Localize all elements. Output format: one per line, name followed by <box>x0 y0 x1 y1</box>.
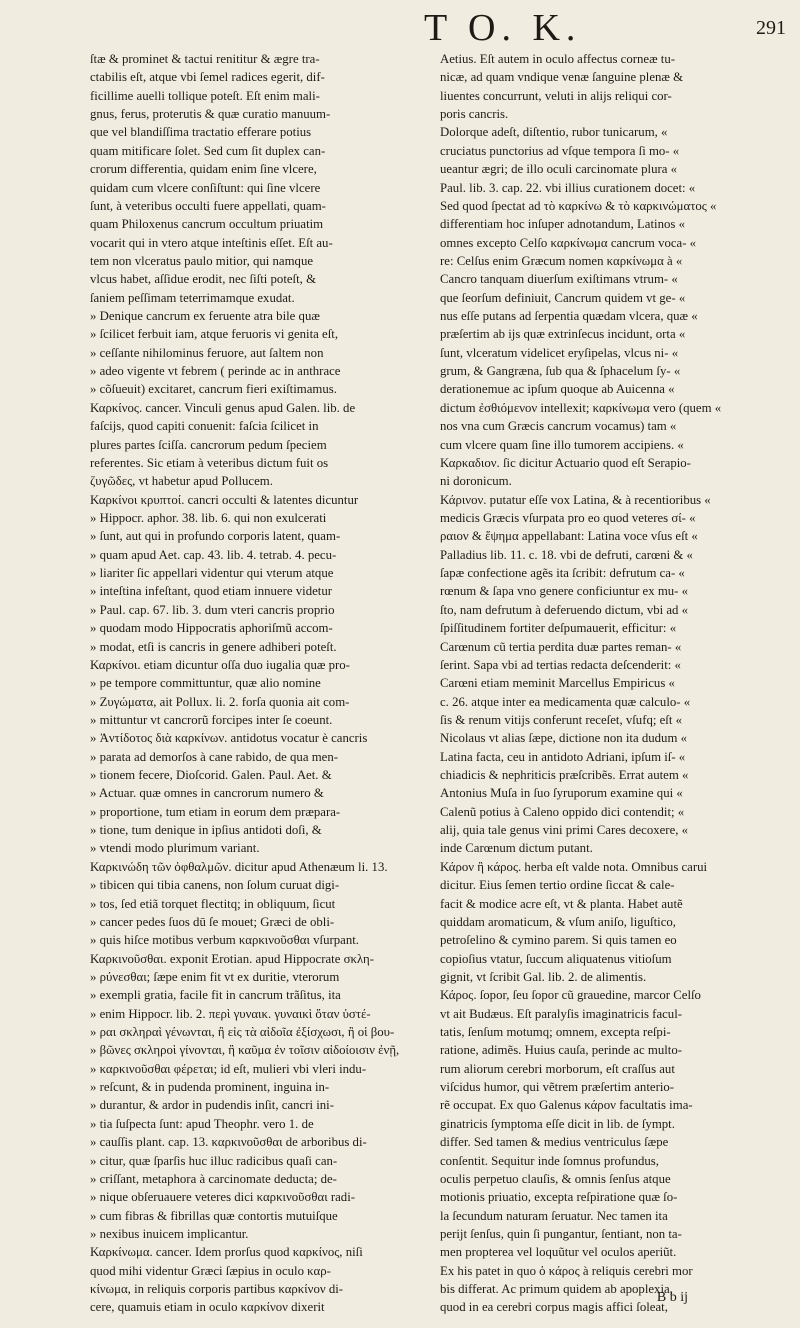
text-line: facit & modice acre eſt, vt & planta. Habet autẽ <box>440 896 683 911</box>
text-line: que vel blandiſſima tractatio efferare potius <box>90 125 312 140</box>
text-line: poris cancris. <box>440 107 509 122</box>
text-line: ratione, adimẽs. Huius cauſa, perinde ac multo- <box>440 1043 682 1058</box>
text-line: ſis & renum vitijs conferunt receſet, vſufq; eſt « <box>440 712 683 727</box>
text-line: Καρκίνοι. etiam dicuntur oſſa duo iugalia quæ pro- <box>90 657 350 672</box>
text-line: conſentit. Sequitur inde ſomnus profundus, <box>440 1153 659 1168</box>
text-line: quam mitificare ſolet. Sed cum ſit duplex can- <box>90 143 326 158</box>
text-line: » criſſant, metaphora à carcinomate deducta; de- <box>90 1171 337 1186</box>
text-line: oculis perpetuo clauſis, & omnis ſenſus atque <box>440 1171 671 1186</box>
text-line: » ceſſante nihilominus feruore, aut ſaltem non <box>90 345 324 360</box>
text-line: ginatricis ſymptoma eſſe dicit in lib. de ſympt. <box>440 1116 675 1131</box>
text-line: » liariter ſic appellari videntur qui vterum atque <box>90 566 334 581</box>
text-line: » durantur, & ardor in pudendis inſit, cancri ini- <box>90 1098 334 1113</box>
text-line: gnus, ferus, proterutis & quæ curatio manuum- <box>90 107 331 122</box>
text-line: ſpiſſitudinem fortiter deſpumauerit, efficitur: « <box>440 621 677 636</box>
text-line: quiddam aromaticum, & vſum aniſo, liguſtico, <box>440 914 676 929</box>
text-line: » reſcunt, & in pudenda prominent, inguina in- <box>90 1080 330 1095</box>
text-line: » tione, tum denique in ipſius antidoti doſi, & <box>90 823 322 838</box>
text-line: Latina facta, ceu in antidoto Adriani, ipſum iſ- « <box>440 749 686 764</box>
text-line: » cancer pedes ſuos dū ſe mouet; Græci de obli- <box>90 914 335 929</box>
text-line: Κάρος. ſopor, ſeu ſopor cũ grauedine, marcor Celſo <box>440 988 701 1003</box>
text-line: dictum ἐσθιόμενον intellexit; καρκίνωμα vero (quem « <box>440 400 722 415</box>
text-line: Καρκινοῦσθαι. exponit Erotian. apud Hippocrate σκλη- <box>90 951 375 966</box>
text-line: nos vna cum Græcis cancrum vocamus) tam « <box>440 419 677 434</box>
text-line: Nicolaus vt alias ſæpe, dictione non ita dudum « <box>440 731 688 746</box>
text-line: » cum fibras & fibrillas quæ contortis mutuiſque <box>90 1208 338 1223</box>
text-line: rẽ occupat. Ex quo Galenus κάρον facultatis ima- <box>440 1098 693 1113</box>
text-line: Κάρον ἢ κάρος. herba eſt valde nota. Omnibus carui <box>440 859 708 874</box>
text-line: c. 26. atque inter ea medicamenta quæ calculo- « <box>440 694 691 709</box>
text-line: crorum differentia, quidam enim ſine vlcere, <box>90 162 317 177</box>
text-line: ueantur ægri; de illo oculi carcinomate plura « <box>440 162 678 177</box>
text-line: » cõſueuit) excitaret, cancrum fieri exiſtimamus. <box>90 382 337 397</box>
text-line: Dolorque adeſt, diſtentio, rubor tunicarum, « <box>440 125 668 140</box>
text-line: » inteſtina infeſtant, quod etiam innuere videtur <box>90 584 333 599</box>
text-line: Καρκινώδη τῶν ὀφθαλμῶν. dicitur apud Athenæum li. 13. <box>90 859 388 874</box>
text-line: » exempli gratia, facile fit in cancrum trãſitus, ita <box>90 988 341 1003</box>
text-line: omnes excepto Celſo καρκίνωμα cancrum voca- « <box>440 235 697 250</box>
text-line: differentiam hoc inſuper adnotandum, Latinos « <box>440 217 685 232</box>
text-line: » Denique cancrum ex feruente atra bile quæ <box>90 309 320 324</box>
text-line: ραιον & ἕψημα appellabant: Latina voce vſus eſt « <box>440 529 698 544</box>
text-line: » tia ſuſpecta ſunt: apud Theophr. vero 1. de <box>90 1116 314 1131</box>
text-line: » tionem fecere, Dioſcorid. Galen. Paul. Aet. & <box>90 768 332 783</box>
text-line: » ſcilicet ferbuit iam, atque feruoris vi genita eſt, <box>90 327 339 342</box>
running-head: T O. K. <box>424 7 582 49</box>
text-line: chiadicis & nephriticis præſcribẽs. Errat autem « <box>440 768 689 783</box>
signature-mark: B b ij <box>656 1290 688 1305</box>
text-line: ſerint. Sapa vbi ad tertias redacta deſcenderit: « <box>440 657 681 672</box>
text-line: petroſelino & cymino parem. Si quis tamen eo <box>440 933 677 948</box>
text-line: ficillime auelli tollique poteſt. Eſt enim mali- <box>90 88 320 103</box>
text-line: Κάρινον. putatur eſſe vox Latina, & à recentioribus « <box>440 492 711 507</box>
text-line: perijt ſenſus, quin ſi pungantur, ſentiant, non ta- <box>440 1227 682 1241</box>
text-line: referentes. Sic etiam à veteribus dictum fuit os <box>90 455 329 470</box>
text-line: men propterea vel loquũtur vel oculos aperiũt. <box>440 1245 677 1260</box>
text-line: » citur, quæ ſparſis huc illuc radicibus quaſi can- <box>90 1153 338 1168</box>
text-line: grum, & Gangræna, ſub qua & ſphacelum ſy- « <box>440 364 681 379</box>
text-line: gignit, vt ſcribit Gal. lib. 2. de alimentis. <box>440 969 647 984</box>
text-line: » tos, ſed etiã torquet flectitq; in obliquum, ſicut <box>90 896 336 911</box>
text-line: » ραι σκληραὶ γένωνται, ἢ εἰς τὰ αἰδοῖα ἐξίσχωσι, ἢ οἱ βου- <box>90 1025 395 1040</box>
text-line: » vtendi modo plurimum variant. <box>90 841 260 856</box>
left-text-column <box>90 50 408 1315</box>
text-line: ſaniem peſſimam teterrimamque exudat. <box>90 290 295 305</box>
text-line: Cancro tanquam diuerſum exiſtimans vtrum- « <box>440 272 678 287</box>
text-line: la ſecundum naturam ſeruatur. Nec tamen ita <box>440 1208 668 1223</box>
text-line: tem non vlceratus paulo mitior, qui namque <box>90 253 314 268</box>
text-line: ſunt, à veteribus occulti fuere appellati, quam- <box>90 198 326 213</box>
text-line: plures partes ſciſſa. cancrorum pedum ſpeciem <box>90 437 327 452</box>
text-line: faſcijs, quod capiti conuenit: faſcia ſcilicet in <box>90 419 319 434</box>
text-line: medicis Græcis vſurpata pro eo quod veteres σί- « <box>440 510 696 525</box>
text-line: Καρκίνωμα. cancer. Idem prorſus quod καρκίνος, niſi <box>90 1245 363 1260</box>
text-line: ſunt, vlceratum videlicet eryſipelas, vlcus ni- « <box>440 345 679 360</box>
text-line: ctabilis eſt, atque vbi ſemel radices egerit, dif- <box>90 70 325 85</box>
text-line: » Hippocr. aphor. 38. lib. 6. qui non exulcerati <box>90 510 327 525</box>
text-line: quod mihi videntur Græci ſæpius in oculo καρ- <box>90 1263 331 1278</box>
text-line: motionis priuatio, excepta reſpiratione quæ ſo- <box>440 1190 678 1205</box>
text-line: vlcus habet, aſſidue erodit, nec ſiſti poteſt, & <box>90 272 317 287</box>
text-line: » καρκινοῦσθαι φέρεται; id eſt, mulieri vbi vleri indu- <box>90 1061 367 1076</box>
text-line: » cauſſis plant. cap. 13. καρκινοῦσθαι de arboribus di- <box>90 1135 367 1150</box>
text-line: ſto, nam defrutum à deferuendo dictum, vbi ad « <box>440 602 689 617</box>
text-line: κίνωμα, in reliquis corporis partibus καρκίνον di- <box>90 1282 344 1297</box>
text-line: inde Carœnum dictum putant. <box>440 841 593 856</box>
text-line: ſtæ & prominet & tactui renititur & ægre tra- <box>90 52 320 66</box>
text-line: ζυγῶδες, vt habetur apud Pollucem. <box>90 474 273 489</box>
text-line: alij, quia tale genus vini primi Cares decoxere, « <box>440 823 689 838</box>
text-line: quam Philoxenus cancrum occultum priuatim <box>90 217 324 232</box>
text-line: dicitur. Eius ſemen tertio ordine ſiccat & cale- <box>440 878 675 893</box>
text-line: Palladius lib. 11. c. 18. vbi de defruti, carœni & « <box>440 547 693 562</box>
text-line: » quam apud Aet. cap. 43. lib. 4. tetrab. 4. pecu- <box>90 547 337 562</box>
text-line: præſertim ab ijs quæ extrinſecus incidunt, orta « <box>440 327 686 342</box>
text-line: differ. Sed tamen & medius ventriculus ſæpe <box>440 1135 669 1150</box>
text-line: ſapæ confectione agẽs ita ſcribit: defrutum ca- « <box>440 566 685 581</box>
text-line: » nexibus inuicem implicantur. <box>90 1227 249 1241</box>
text-line: rum aliorum cerebri morborum, eſt craſſus aut <box>440 1061 675 1076</box>
text-line: » modat, etſi is cancris in genere adhiberi poteſt. <box>90 639 337 654</box>
text-line: tatis, ſenſum motumq; omnem, excepta reſpi- <box>440 1025 671 1040</box>
text-line: » Ζυγώματα, ait Pollux. li. 2. forſa quonia ait com- <box>90 694 350 709</box>
page-footer <box>440 1290 780 1314</box>
text-line: Paul. lib. 3. cap. 22. vbi illius curationem docet: « <box>440 180 696 195</box>
text-line: » nique obſeruauere veteres dici καρκινοῦσθαι radi- <box>90 1190 356 1205</box>
text-line: Ex his patet in quo ὁ κάρος à reliquis cerebri mor <box>440 1263 693 1278</box>
text-line: » βῶνες σκληροὶ γίνονται, ἢ καῦμα ἐν τοῖσιν αἰδοίοισιν ἐνῇ, <box>90 1043 400 1058</box>
text-line: » Ἀντίδοτος διὰ καρκίνων. antidotus vocatur è cancris <box>90 731 368 746</box>
text-line: Sed quod ſpectat ad τὸ καρκίνω & τὸ καρκινώματος « <box>440 198 717 213</box>
text-line: Carœnum cũ tertia perdita duæ partes reman- « <box>440 639 682 654</box>
text-line: re: Celſus enim Græcum nomen καρκίνωμα à « <box>440 253 683 268</box>
text-line: Antonius Muſa in ſuo ſyruporum examine qui « <box>440 786 683 801</box>
text-line: » quis hiſce motibus verbum καρκινοῦσθαι vſurpant. <box>90 933 359 948</box>
text-line: cere, quamuis etiam in oculo καρκίνον dixerit <box>90 1300 325 1315</box>
text-line: quod in ea cerebri corpus magis affici ſoleat, <box>440 1300 668 1315</box>
text-line: Carœni etiam meminit Marcellus Empiricus « <box>440 676 675 691</box>
text-line: » mittuntur vt cancrorũ forcipes inter ſe coeunt. <box>90 712 333 727</box>
text-line: » ρύνεσθαι; ſæpe enim fit vt ex duritie, vterorum <box>90 969 340 984</box>
page-header <box>0 0 800 50</box>
text-line: » ſunt, aut qui in profundo corporis latent, quam- <box>90 529 341 544</box>
text-line: liuentes concurrunt, veluti in alijs reliqui cor- <box>440 88 672 103</box>
text-line: vocarit qui in vtero atque inteſtinis eſſet. Eſt au- <box>90 235 333 250</box>
text-line: » parata ad demorſos à cane rabido, de qua men- <box>90 749 339 764</box>
text-line: nicæ, ad quam vndique venæ ſanguine plenæ & <box>440 70 684 85</box>
text-line: bis differat. Ac primum quidem ab apoplexia, <box>440 1282 673 1297</box>
text-line: que ſeorſum definiuit, Cancrum quidem vt ge- « <box>440 290 686 305</box>
text-line: Calenũ potius à Caleno oppido dici contendit; « <box>440 804 685 819</box>
text-line: » Actuar. quæ omnes in cancrorum numero & <box>90 786 324 801</box>
text-line: » adeo vigente vt febrem ( perinde ac in anthrace <box>90 364 341 379</box>
text-line: cum vlcere quam ſine illo tumorem accipiens. « <box>440 437 684 452</box>
page-number: 291 <box>756 17 786 39</box>
text-line: » enim Hippocr. lib. 2. περὶ γυναικ. γυναικὶ ὅταν ὑστέ- <box>90 1006 371 1021</box>
text-line: Καρκίνος. cancer. Vinculi genus apud Galen. lib. de <box>90 400 356 415</box>
text-line: quidam cum vlcere conſiſtunt: qui ſine vlcere <box>90 180 321 195</box>
text-line: vt ait Budæus. Eſt paralyſis imaginatricis facul- <box>440 1006 683 1021</box>
text-line: » Paul. cap. 67. lib. 3. dum vteri cancris proprio <box>90 602 335 617</box>
text-line: » tibicen qui tibia canens, non ſolum curuat digi- <box>90 878 340 893</box>
text-line: Καρκαδιον. ſic dicitur Actuario quod eſt Serapio- <box>440 455 691 470</box>
text-line: rœnum & ſapa vno genere conficiuntur ex mu- « <box>440 584 689 599</box>
text-line: Καρκίνοι κρυπτοί. cancri occulti & latentes dicuntur <box>90 492 359 507</box>
text-line: copioſius vtatur, ſuccum aliquatenus vitioſum <box>440 951 672 966</box>
text-line: Aetius. Eſt autem in oculo affectus corneæ tu- <box>440 52 676 66</box>
text-line: cruciatus punctorius ad vſque tempora ſi mo- « <box>440 143 680 158</box>
text-line: derationemue ac ipſum quoque ab Auicenna « <box>440 382 675 397</box>
text-line: » quodam modo Hippocratis aphoriſmũ accom- <box>90 621 333 636</box>
text-line: » proportione, tum etiam in eorum dem præpara- <box>90 804 341 819</box>
text-line: viſcidus humor, qui vẽtrem præſertim anterio- <box>440 1080 675 1095</box>
text-line: nus eſſe putans ad ſerpentia quædam vlcera, quæ « <box>440 309 698 324</box>
text-line: ni doronicum. <box>440 474 512 489</box>
text-line: » pe tempore committuntur, quæ alio nomine <box>90 676 321 691</box>
